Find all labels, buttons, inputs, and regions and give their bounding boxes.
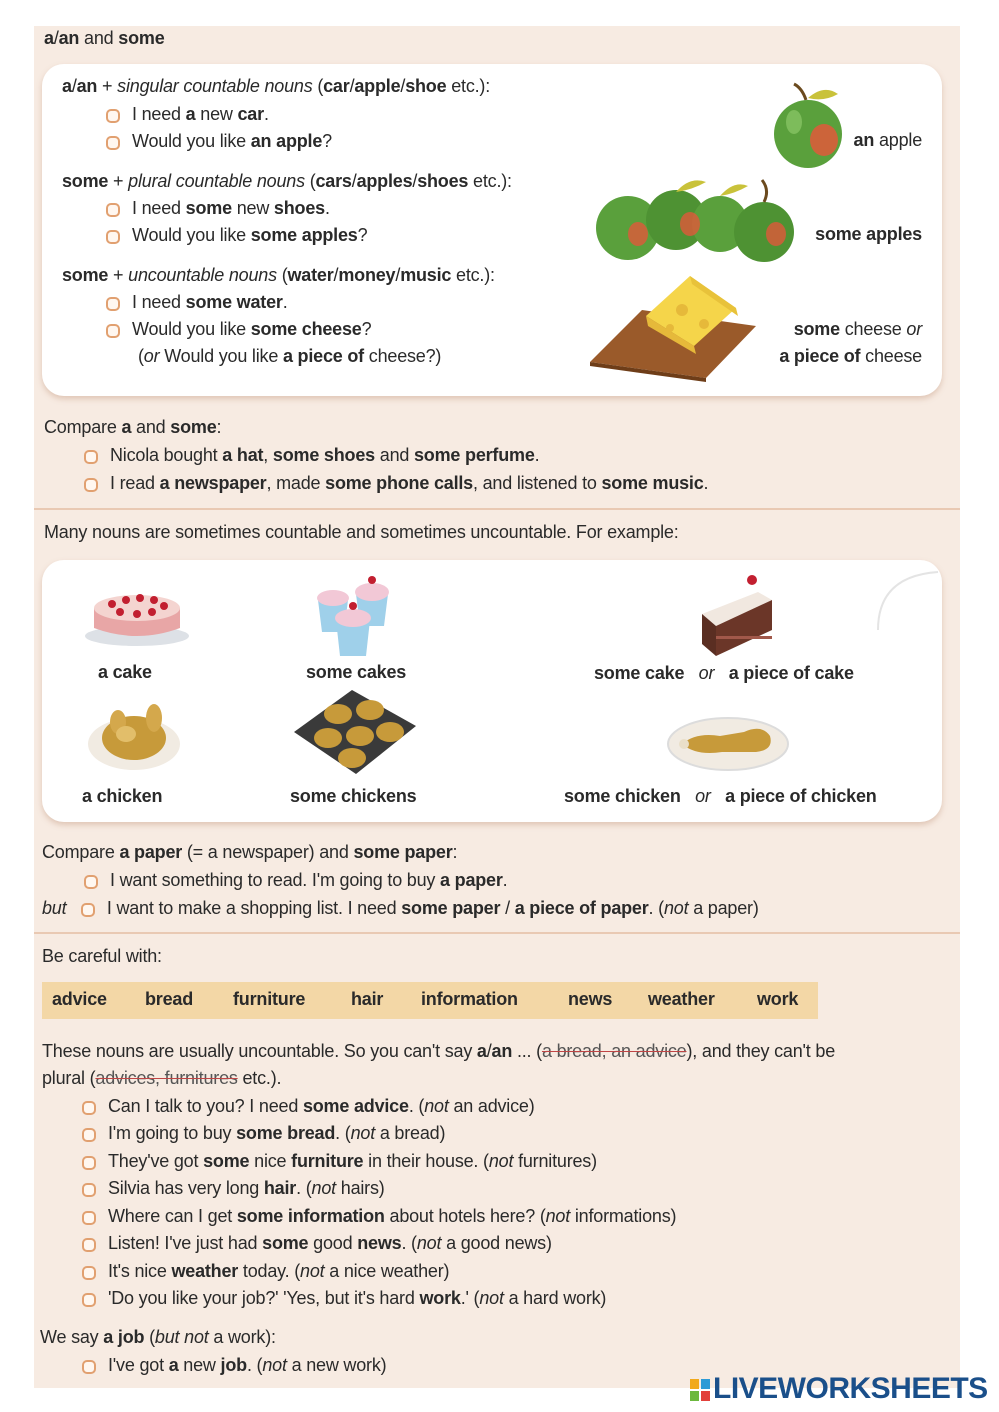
example-row: Would you like an apple? [106,131,332,152]
liveworksheets-logo: LIVEWORKSHEETS [690,1372,988,1406]
example-row: I need a new car. [106,104,269,125]
section-title: a/an and some [44,28,165,48]
rule-note: plural (advices, furnitures etc.). [42,1068,282,1088]
uncountable-word: hair [351,989,384,1009]
uncountable-word: advice [52,989,107,1009]
caption-some-chicken: some chicken or a piece of chicken [564,786,877,806]
example-row: Silvia has very long hair. (not hairs) [82,1178,385,1199]
checkbox[interactable] [82,1156,96,1170]
checkbox[interactable] [106,324,120,338]
checkbox[interactable] [82,1101,96,1115]
grammar-panel-a-an-some [42,64,942,396]
section-intro: Many nouns are sometimes countable and sometimes uncountable. For example: [44,522,679,542]
example-row: I need some new shoes. [106,198,330,219]
example-note: (or Would you like a piece of cheese?) [138,346,442,366]
rule-singular: a/an + singular countable nouns (car/apple/shoe etc.): [62,76,491,96]
example-row: I read a newspaper, made some phone calls, and listened to some music. [84,473,708,494]
example-row: 'Do you like your job?' 'Yes, but it's hard work.' (not a hard work) [82,1288,606,1309]
compare-paper-intro: Compare a paper (= a newspaper) and some paper: [42,842,458,862]
worksheet-page [34,26,960,1388]
uncountable-word: information [421,989,518,1009]
caption-piece-of-cheese: a piece of cheese [779,346,922,366]
example-row: Would you like some apples? [106,225,367,246]
rule-plural: some + plural countable nouns (cars/apples/shoes etc.): [62,171,512,191]
uncountable-word: furniture [233,989,306,1009]
caption-an-apple: an apple [853,130,922,150]
checkbox[interactable] [82,1183,96,1197]
example-row: I'm going to buy some bread. (not a bread) [82,1123,445,1144]
caption-some-cheese: some cheese or [793,319,922,339]
cake-slice-icon [698,570,778,660]
decorative-curve [838,568,942,634]
chickens-tray-icon [290,686,420,778]
section-divider [34,508,960,510]
checkbox[interactable] [106,230,120,244]
caption-some-cake: some cake or a piece of cake [594,663,854,683]
checkbox[interactable] [106,203,120,217]
chicken-leg-icon [666,710,790,774]
example-row: I need some water. [106,292,288,313]
caption-a-chicken: a chicken [82,786,163,806]
compare-intro: Compare a and some: [44,417,222,437]
checkbox[interactable] [82,1293,96,1307]
example-row: It's nice weather today. (not a nice weather) [82,1261,449,1282]
example-row: They've got some nice furniture in their house. (not furnitures) [82,1151,597,1172]
cake-icon [82,578,192,648]
cheese-illustration [586,270,756,382]
caption-a-cake: a cake [98,662,152,682]
checkbox[interactable] [82,1266,96,1280]
rule-note: These nouns are usually uncountable. So you can't say a/an ... (a bread, an advice), and they can't be [42,1041,836,1061]
rule-uncountable: some + uncountable nouns (water/money/music etc.): [62,265,495,285]
checkbox[interactable] [82,1211,96,1225]
section-intro: Be careful with: [42,946,162,966]
chicken-icon [84,698,184,772]
checkbox[interactable] [106,109,120,123]
checkbox[interactable] [82,1360,96,1374]
cupcakes-icon [310,570,400,660]
example-row: I've got a new job. (not a new work) [82,1355,386,1376]
checkbox[interactable] [106,297,120,311]
uncountable-word: bread [145,989,194,1009]
checkbox[interactable] [82,1128,96,1142]
example-row: Where can I get some information about hotels here? (not informations) [82,1206,676,1227]
logo-mark-icon [690,1379,710,1401]
apples-illustration [594,172,804,264]
example-row: I want something to read. I'm going to buy a paper. [84,870,507,891]
checkbox[interactable] [84,478,98,492]
checkbox[interactable] [81,903,95,917]
checkbox[interactable] [84,875,98,889]
example-row: Would you like some cheese? [106,319,371,340]
uncountable-word: work [757,989,799,1009]
uncountable-word: weather [648,989,715,1009]
checkbox[interactable] [106,136,120,150]
caption-some-chickens: some chickens [290,786,417,806]
section-divider [34,932,960,934]
checkbox[interactable] [84,450,98,464]
checkbox[interactable] [82,1238,96,1252]
job-note: We say a job (but not a work): [40,1327,276,1347]
example-row: but I want to make a shopping list. I need some paper / a piece of paper. (not a paper) [42,898,759,918]
countable-uncountable-panel [42,560,942,822]
uncountable-word: news [568,989,613,1009]
example-row: Can I talk to you? I need some advice. (not an advice) [82,1096,535,1117]
example-row: Nicola bought a hat, some shoes and some perfume. [84,445,539,466]
caption-some-apples: some apples [815,224,922,244]
example-row: Listen! I've just had some good news. (not a good news) [82,1233,552,1254]
apple-illustration [762,82,852,172]
caption-some-cakes: some cakes [306,662,407,682]
